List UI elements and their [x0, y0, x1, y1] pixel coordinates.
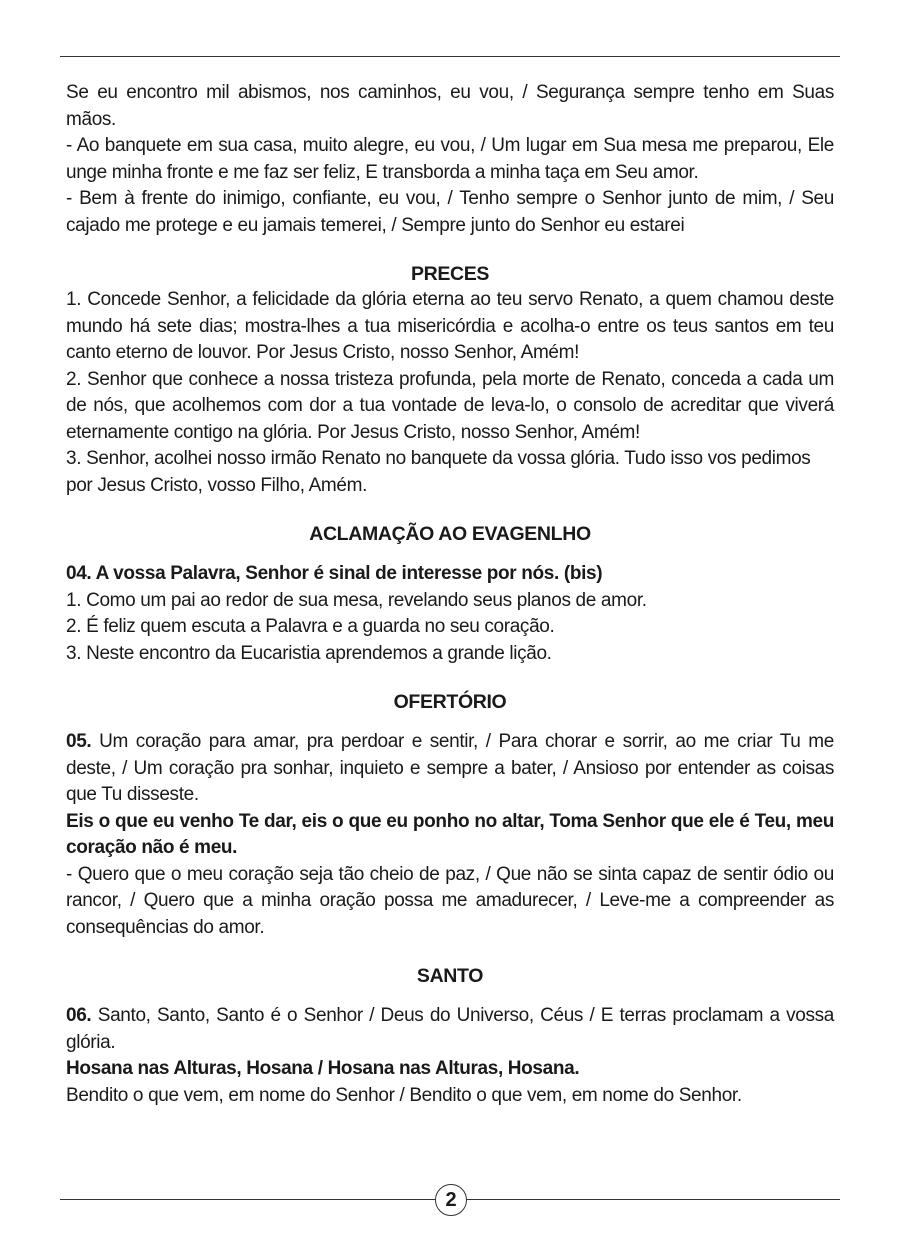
prece-item: 1. Concede Senhor, a felicidade da glória eterna ao teu servo Renato, a quem chamou deste mundo há sete dias; mostra-lhes a tua misericórdia e acolha-o entre os teus santos em teu canto eterno de louvor. Por Jesus Cristo, nosso Senhor, Amém! — [66, 289, 834, 363]
page-number: 2 — [435, 1184, 467, 1216]
santo-refrain: Hosana nas Alturas, Hosana / Hosana nas Alturas, Hosana. — [66, 1058, 580, 1079]
santo-verse-text: Santo, Santo, Santo é o Senhor / Deus do Universo, Céus / E terras proclamam a vossa glória. — [66, 1005, 834, 1053]
top-rule — [60, 56, 840, 57]
prece-item: 2. Senhor que conhece a nossa tristeza profunda, pela morte de Renato, conceda a cada um de nós, que acolhemos com dor a tua vontade de leva-lo, o consolo de acreditar que viverá eternamente contigo na glória. Por Jesus Cristo, nosso Senhor, Amém! — [66, 368, 834, 443]
santo-verse: Bendito o que vem, em nome do Senhor / Bendito o que vem, em nome do Senhor. — [66, 1084, 742, 1106]
ofertorio-verse: - Quero que o meu coração seja tão cheio de paz, / Que não se sinta capaz de sentir ódio ou rancor, / Quero que a minha oração possa me amadurecer, / Leve-me a compreender as consequências do amor. — [66, 863, 834, 938]
ofertorio-verse-text: Um coração para amar, pra perdoar e sentir, / Para chorar e sorrir, ao me criar Tu me deste, / Um coração pra sonhar, inquieto e sempre a bater, / Ansioso por entender as coisas que Tu disseste. — [66, 731, 834, 805]
prece-item: 3. Senhor, acolhei nosso irmão Renato no banquete da vossa glória. Tudo isso vos pedimos por Jesus Cristo, vosso Filho, Amém. — [66, 448, 811, 496]
ofertorio-refrain: Eis o que eu venho Te dar, eis o que eu ponho no altar, Toma Senhor que ele é Teu, meu coração não é meu. — [66, 810, 834, 858]
aclamacao-verse: 2. É feliz quem escuta a Palavra e a guarda no seu coração. — [66, 616, 555, 637]
santo-number: 06. — [66, 1005, 92, 1026]
santo-heading: SANTO — [416, 965, 484, 987]
preces-heading: PRECES — [410, 263, 490, 285]
ofertorio-number: 05. — [66, 731, 92, 752]
ofertorio-verse — [66, 729, 834, 809]
aclamacao-verse: 3. Neste encontro da Eucaristia aprendemos a grande lição. — [66, 642, 552, 664]
psalm-line: Se eu encontro mil abismos, nos caminhos, eu vou, / Segurança sempre tenho em Suas mãos. — [66, 82, 834, 130]
aclamacao-heading: ACLAMAÇÃO AO EVAGENLHO — [309, 523, 591, 545]
santo-verse — [66, 1003, 834, 1056]
aclamacao-verse: 1. Como um pai ao redor de sua mesa, revelando seus planos de amor. — [66, 589, 647, 611]
page-content — [66, 80, 834, 1109]
ofertorio-heading: OFERTÓRIO — [393, 691, 507, 713]
psalm-line: - Bem à frente do inimigo, confiante, eu vou, / Tenho sempre o Senhor junto de mim, / Seu cajado me protege e eu jamais temerei, / Sempre junto do Senhor eu estarei — [66, 188, 834, 236]
aclamacao-refrain: 04. A vossa Palavra, Senhor é sinal de interesse por nós. (bis) — [66, 563, 603, 584]
psalm-line: - Ao banquete em sua casa, muito alegre, eu vou, / Um lugar em Sua mesa me preparou, Ele unge minha fronte e me faz ser feliz, E transborda a minha taça em Seu amor. — [66, 135, 834, 183]
